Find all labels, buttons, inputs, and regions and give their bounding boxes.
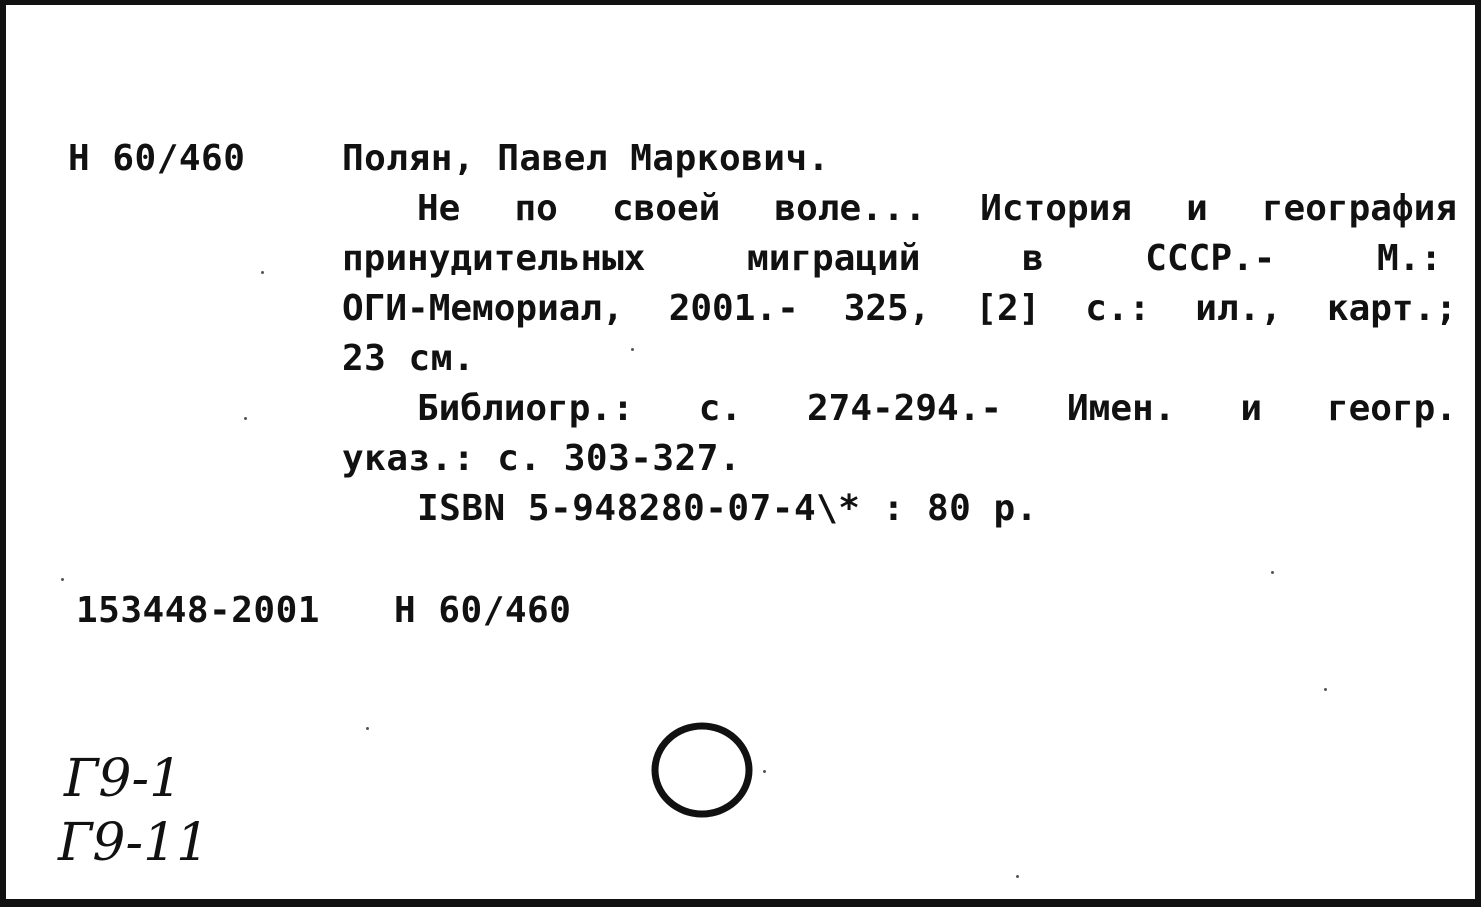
speck [261, 271, 264, 274]
word: Имен. [1067, 388, 1176, 429]
word: с. [698, 388, 743, 429]
word: география [1261, 188, 1457, 229]
speck [366, 727, 369, 730]
inventory-number: 153448-2001 [76, 590, 320, 631]
word: ил., [1195, 288, 1282, 329]
bibliography-note-line-1 [417, 388, 1457, 429]
title-line-3 [342, 288, 1457, 329]
speck [1016, 875, 1019, 878]
word: с.: [1085, 288, 1151, 329]
speck [61, 578, 64, 581]
punch-hole [644, 715, 774, 825]
word: М.: [1376, 238, 1442, 279]
word: История [980, 188, 1132, 229]
word: Библиогр.: [417, 388, 634, 429]
handwritten-note-2: Г9-11 [58, 813, 210, 873]
dimensions-line: 23 см. [342, 338, 476, 379]
speck [1324, 688, 1327, 691]
word: миграций [747, 238, 921, 279]
word: [2] [975, 288, 1041, 329]
word: по [514, 188, 558, 229]
speck [631, 348, 634, 351]
shelfmark: Н 60/460 [68, 138, 246, 179]
speck [763, 770, 766, 773]
word: 2001.- [668, 288, 799, 329]
title-line-2 [342, 238, 1442, 279]
word: воле... [774, 188, 927, 229]
word: принудительных [342, 238, 646, 279]
handwritten-note-1: Г9-1 [64, 749, 183, 809]
word: Не [417, 188, 461, 229]
word: СССР.- [1145, 238, 1276, 279]
word: ОГИ-Мемориал, [342, 288, 624, 329]
speck [1271, 571, 1274, 574]
word: и [1186, 188, 1208, 229]
word: и [1240, 388, 1262, 429]
author-heading: Полян, Павел Маркович. [342, 138, 830, 179]
isbn-line: ISBN 5-948280-07-4\* : 80 р. [417, 488, 1038, 529]
speck [244, 417, 247, 420]
title-line-1 [417, 188, 1457, 229]
word: 325, [843, 288, 931, 329]
bibliography-note-line-2: указ.: с. 303-327. [342, 438, 742, 479]
word: геогр. [1326, 388, 1457, 429]
shelfmark-bottom: Н 60/460 [394, 590, 572, 631]
word: в [1022, 238, 1044, 279]
word: своей [611, 188, 721, 229]
word: 274-294.- [806, 388, 1003, 429]
word: карт.; [1326, 288, 1457, 329]
